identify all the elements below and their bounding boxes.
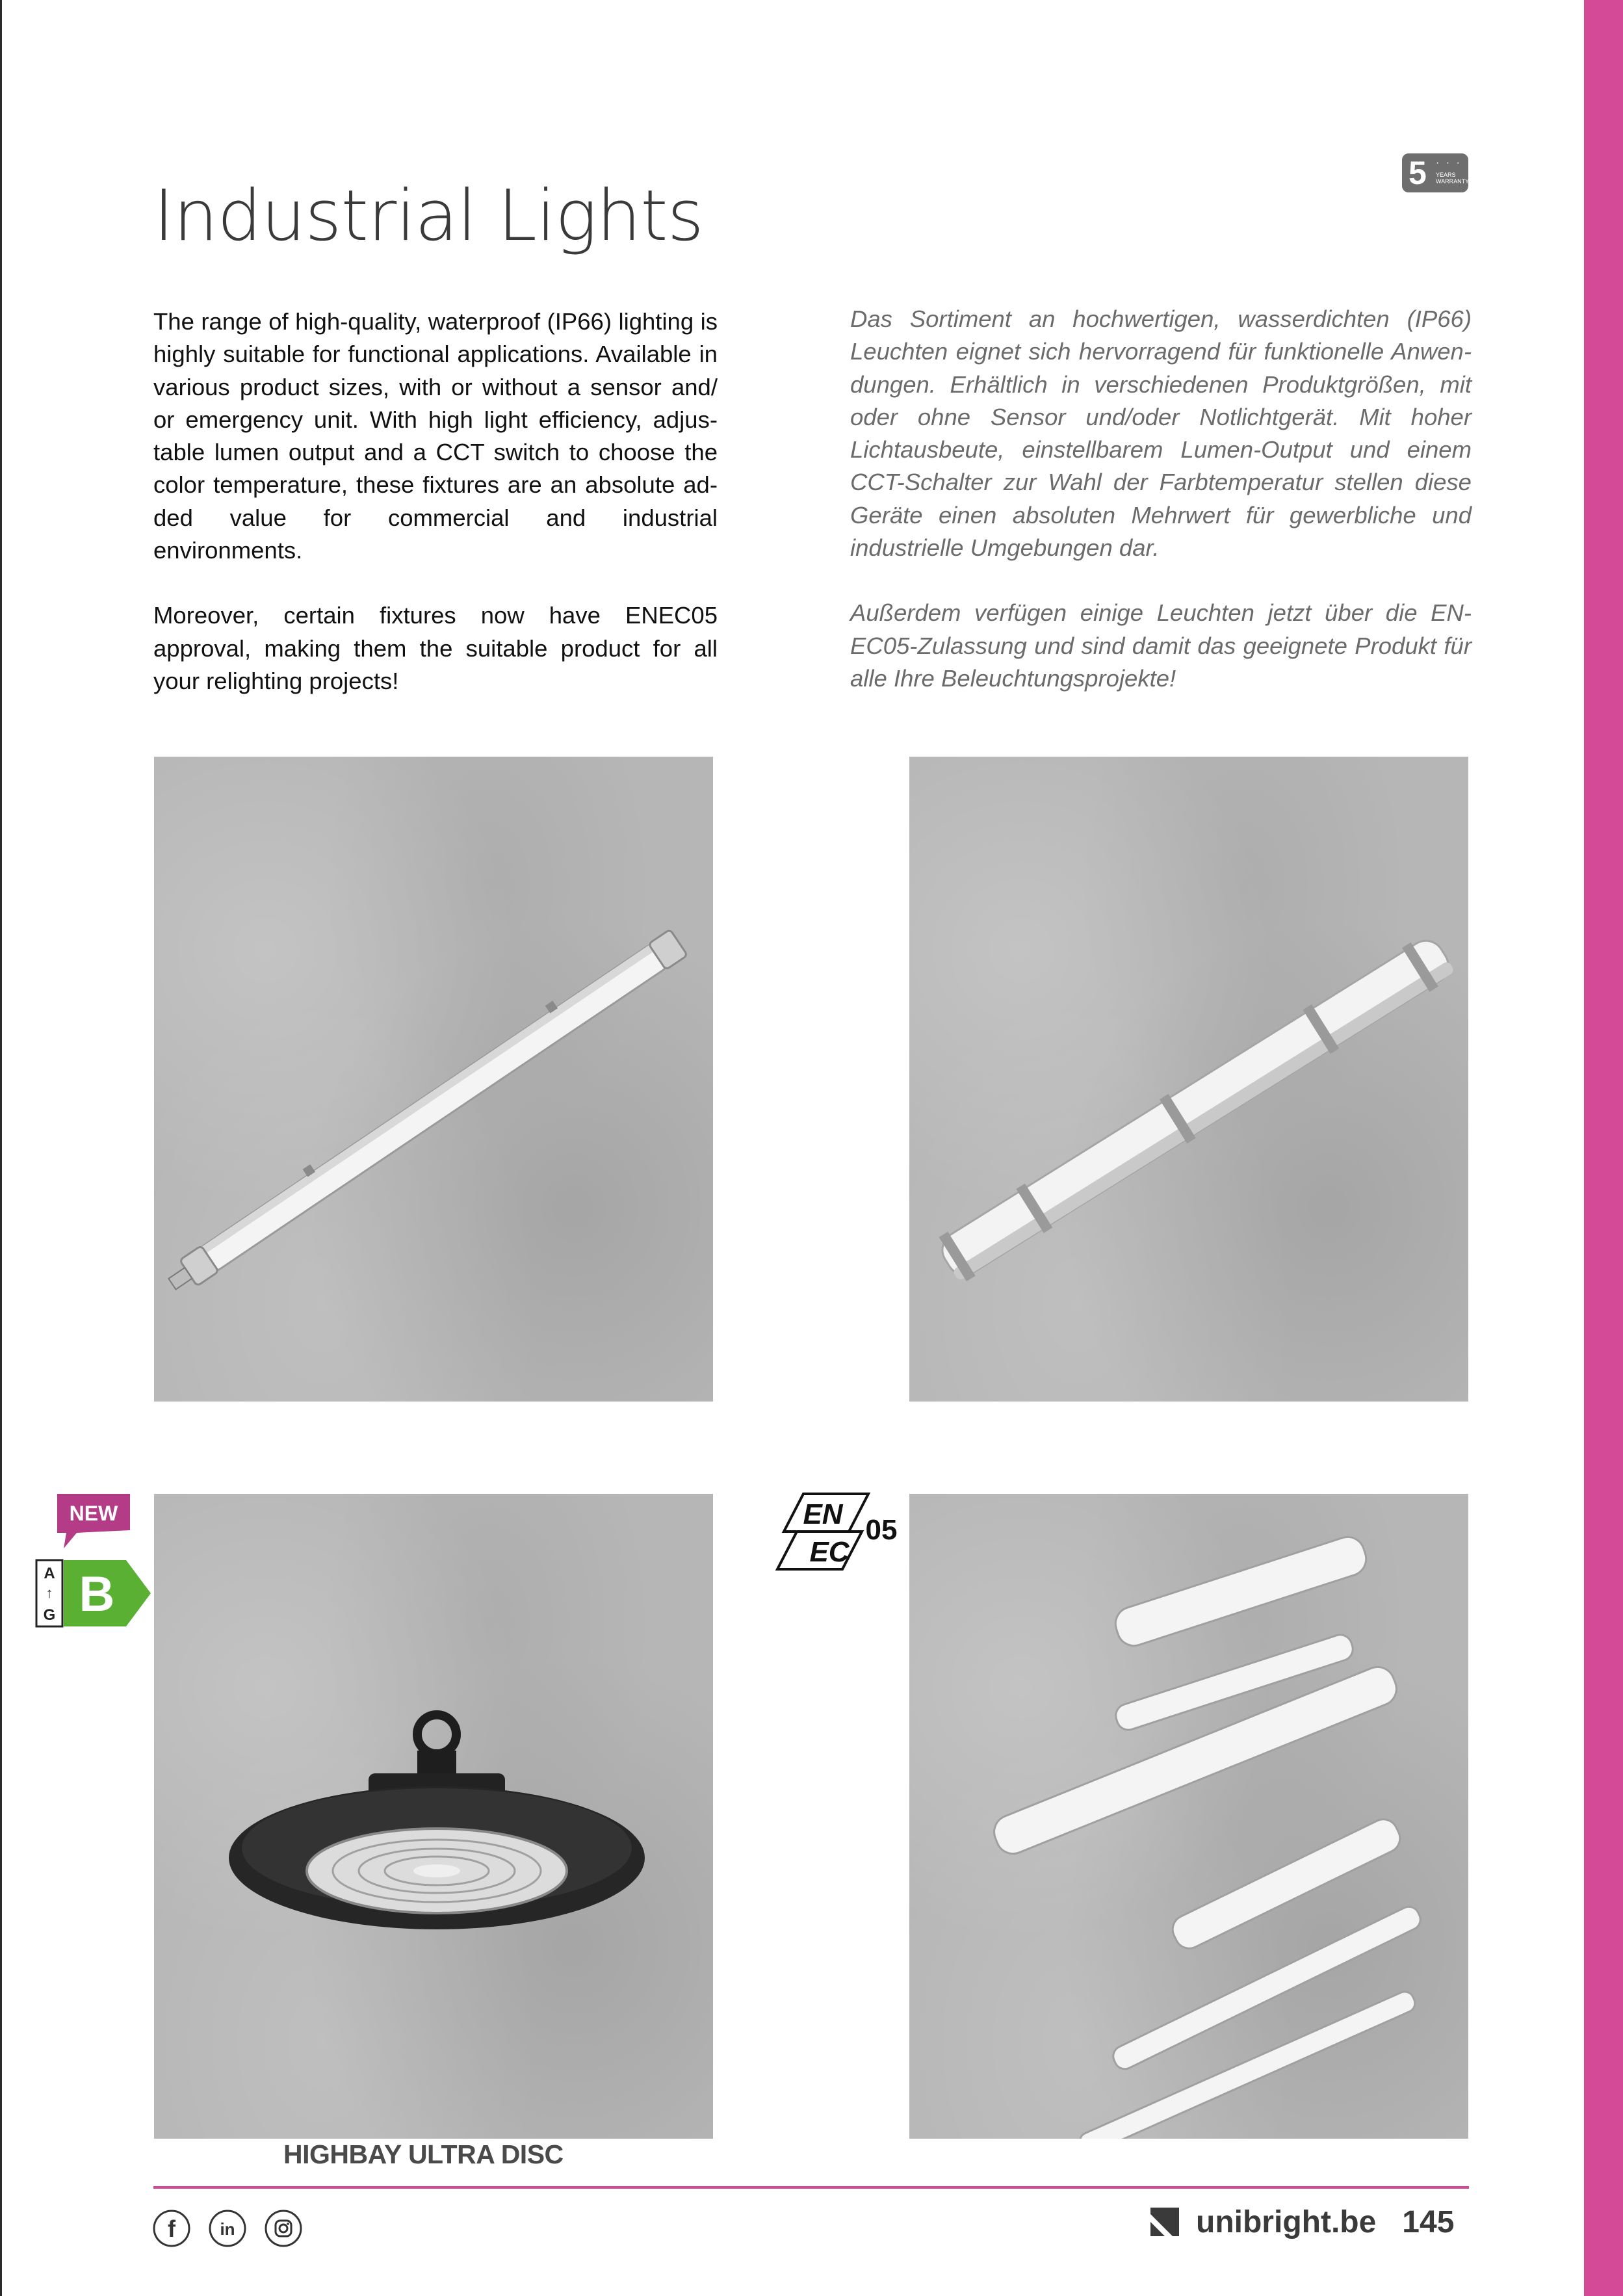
footer-divider: [153, 2186, 1469, 2189]
footer-website[interactable]: unibright.be: [1196, 2204, 1377, 2239]
new-flag-icon: [57, 1494, 130, 1548]
enec-logo-icon: [771, 1493, 901, 1571]
product-photo-slim-batten: [154, 757, 713, 1402]
energy-class-letter: B: [79, 1567, 115, 1622]
enec-top-text: EN: [803, 1498, 843, 1530]
warranty-label: YEARS WARRANTY: [1436, 172, 1470, 185]
svg-text:in: in: [220, 2219, 235, 2239]
product-photo-highbay-ultra-disc: [154, 1494, 713, 2139]
warranty-years: 5: [1409, 155, 1427, 191]
instagram-icon[interactable]: [264, 2209, 303, 2248]
new-badge-text: NEW: [69, 1502, 118, 1525]
footer-brand: [1150, 2198, 1454, 2245]
energy-label: [35, 1559, 152, 1628]
intro-text-english: [153, 306, 718, 730]
energy-scale-bottom: G: [43, 1606, 56, 1624]
new-badge: [57, 1494, 130, 1548]
product-photo-batten-range: [909, 1494, 1468, 2139]
energy-class-icon: [35, 1559, 152, 1628]
intro-paragraph-de-1: Das Sortiment an hochwertigen, wasserdichten (IP66) Leuchten eignet sich hervorragend für funktionelle Anwen-dungen. Erhältlich in verschiedenen Produktgrößen, mit oder ohne Sensor und/oder Notlichtgerät. Mit hoher Lichtausbeute, einstellbarem Lumen-Output und einem CCT-Schalter zur Wahl der Farbtemperatur stellen diese Geräte einen absoluten Mehrwert für gewerbliche und industrielle Umgebungen dar.: [850, 306, 1472, 562]
linkedin-icon[interactable]: [208, 2209, 247, 2248]
highbay-ufo-image: [154, 1494, 713, 2139]
waterproof-batten-image: [909, 757, 1468, 1402]
intro-paragraph-en-2: Moreover, certain fixtures now have ENEC05 approval, making them the suitable product for all your relighting projects!: [153, 602, 718, 694]
enec-number-text: 05: [865, 1514, 898, 1546]
warranty-stars-icon: · · ·: [1436, 157, 1462, 168]
left-edge-line: [0, 0, 2, 2296]
intro-paragraph-de-2: Außerdem verfügen einige Leuchten jetzt über die EN-EC05-Zulassung und sind damit das geeignete Produkt für alle Ihre Beleuchtungsprojekte!: [850, 599, 1472, 692]
svg-text:↑: ↑: [45, 1585, 53, 1601]
svg-text:f: f: [168, 2215, 175, 2242]
enec-mark: [771, 1493, 901, 1571]
intro-paragraph-en-1: The range of high-quality, waterproof (IP66) lighting is highly suitable for functional applications. Available in various product sizes, with or without a sensor and/ or emergency unit. With high light efficiency, adjus-table lumen output and a CCT switch to choose the color temperature, these fixtures are an absolute ad-ded value for commercial and industrial environments.: [153, 308, 718, 564]
page-title: Industrial Lights: [153, 176, 703, 257]
page-number: 145: [1402, 2204, 1455, 2239]
energy-scale-top: A: [44, 1565, 55, 1582]
product-caption: HIGHBAY ULTRA DISC: [283, 2139, 564, 2169]
enec-bottom-text: EC: [809, 1536, 850, 1568]
warranty-badge: [1402, 153, 1468, 192]
facebook-icon[interactable]: [152, 2209, 191, 2248]
slim-batten-image: [154, 757, 713, 1402]
unibright-logo-icon: [1150, 2208, 1179, 2236]
accent-side-bar: [1584, 0, 1623, 2296]
batten-range-image: [909, 1494, 1468, 2139]
intro-text-german: [850, 303, 1472, 727]
product-photo-waterproof-batten: [909, 757, 1468, 1402]
